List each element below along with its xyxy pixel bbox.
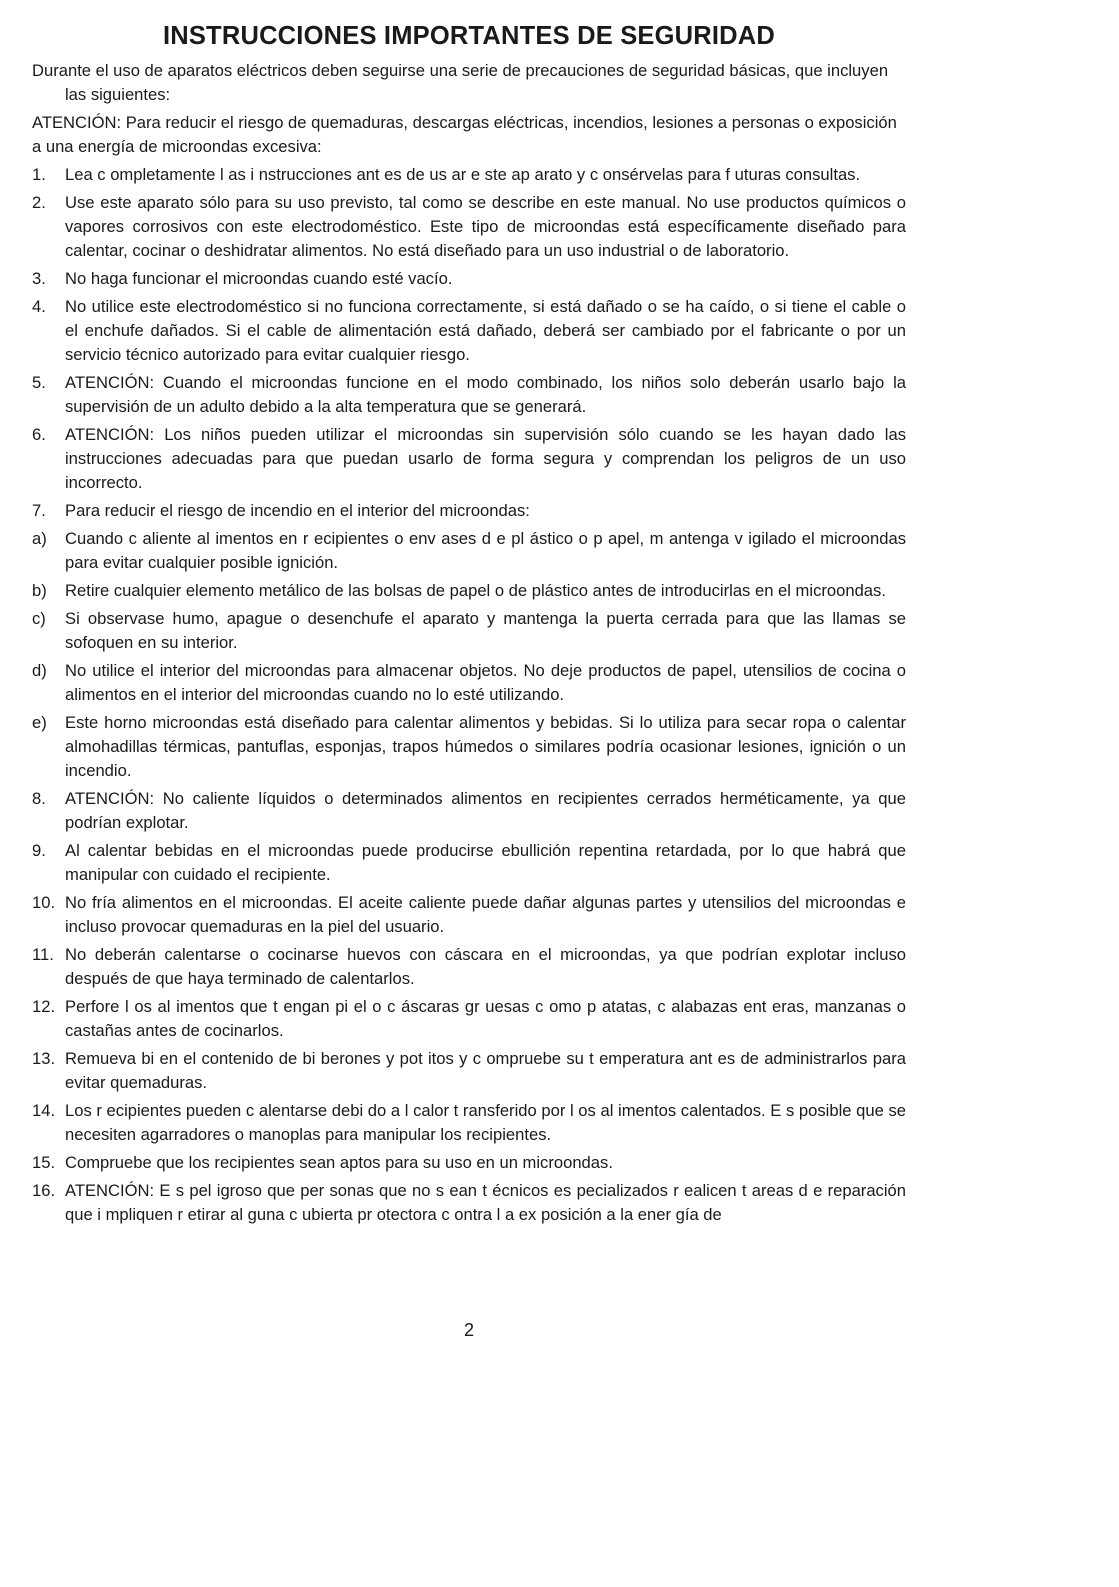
item-number: 4. (32, 297, 46, 316)
item-number: 10. (32, 893, 56, 912)
list-item (32, 839, 906, 887)
item-text: ATENCIÓN: No caliente líquidos o determinados alimentos en recipientes cerrados herméticamente, ya que podrían explotar. (65, 789, 906, 832)
item-text: Lea c ompletamente l as i nstrucciones ant es de us ar e ste ap arato y c onsérvelas para f uturas consultas. (65, 165, 861, 184)
item-text: No utilice este electrodoméstico si no funciona correctamente, si está dañado o se ha caído, o si tiene el cable o el enchufe dañados. Si el cable de alimentación está dañado, deberá ser cambiado por el fabricante o por un servicio técnico autorizado para evitar cualquier riesgo. (65, 297, 906, 364)
item-number: 12. (32, 997, 56, 1016)
list-item (32, 659, 906, 707)
item-number: 5. (32, 373, 46, 392)
item-text: Para reducir el riesgo de incendio en el interior del microondas: (65, 501, 530, 520)
item-text: Cuando c aliente al imentos en r ecipientes o env ases d e pl ástico o p apel, m antenga v igilado el microondas para evitar cualquier posible ignición. (65, 529, 906, 572)
item-number: 3. (32, 269, 46, 288)
item-number: d) (32, 661, 47, 680)
list-item (32, 711, 906, 783)
list-item (32, 163, 906, 187)
item-text: ATENCIÓN: E s pel igroso que per sonas que no s ean t écnicos es pecializados r ealicen t areas d e reparación que i mpliquen r etirar al guna c ubierta pr otectora c ontra l a ex posición a la ener gía de (65, 1181, 906, 1224)
list-item (32, 267, 906, 291)
list-item (32, 499, 906, 523)
item-number: e) (32, 713, 47, 732)
item-number: c) (32, 609, 46, 628)
item-text: No haga funcionar el microondas cuando esté vacío. (65, 269, 453, 288)
item-number: 7. (32, 501, 46, 520)
list-item (32, 1099, 906, 1147)
item-number: 2. (32, 193, 46, 212)
item-text: No fría alimentos en el microondas. El aceite caliente puede dañar algunas partes y utensilios del microondas e incluso provocar quemaduras en la piel del usuario. (65, 893, 906, 936)
item-text: Al calentar bebidas en el microondas puede producirse ebullición repentina retardada, por lo que habrá que manipular con cuidado el recipiente. (65, 841, 906, 884)
item-number: 16. (32, 1181, 56, 1200)
list-item (32, 995, 906, 1043)
item-text: Remueva bi en el contenido de bi berones y pot itos y c ompruebe su t emperatura ant es de administrarlos para evitar quemaduras. (65, 1049, 906, 1092)
list-item (32, 891, 906, 939)
list-item (32, 423, 906, 495)
document-page (32, 22, 906, 1340)
item-text: Use este aparato sólo para su uso previsto, tal como se describe en este manual. No use productos químicos o vapores corrosivos con este electrodoméstico. Este tipo de microondas está específicamente diseñado para calentar, cocinar o deshidratar alimentos. No está diseñado para un uso industrial o de laboratorio. (65, 193, 906, 260)
item-text: Si observase humo, apague o desenchufe el aparato y mantenga la puerta cerrada para que las llamas se sofoquen en su interior. (65, 609, 906, 652)
list-item (32, 191, 906, 263)
item-text: No utilice el interior del microondas para almacenar objetos. No deje productos de papel, utensilios de cocina o alimentos en el interior del microondas cuando no lo esté utilizando. (65, 661, 906, 704)
item-text: Perfore l os al imentos que t engan pi el o c áscaras gr uesas c omo p atatas, c alabazas ent eras, manzanas o castañas antes de cocinarlos. (65, 997, 906, 1040)
list-item (32, 579, 906, 603)
list-item (32, 371, 906, 419)
item-number: 8. (32, 789, 46, 808)
warning-paragraph: ATENCIÓN: Para reducir el riesgo de quemaduras, descargas eléctricas, incendios, lesiones a personas o exposición a una energía de microondas excesiva: (32, 113, 897, 156)
list-item (32, 787, 906, 835)
list-item (32, 943, 906, 991)
item-number: 1. (32, 165, 46, 184)
item-text: Este horno microondas está diseñado para calentar alimentos y bebidas. Si lo utiliza para secar ropa o calentar almohadillas térmicas, pantuflas, esponjas, trapos húmedos o similares podría ocasionar lesiones, ignición o un incendio. (65, 713, 906, 780)
item-number: 11. (32, 945, 54, 964)
item-number: 15. (32, 1153, 56, 1172)
page-number: 2 (463, 1320, 474, 1340)
page-title: INSTRUCCIONES IMPORTANTES DE SEGURIDAD (162, 22, 776, 50)
item-text: No deberán calentarse o cocinarse huevos con cáscara en el microondas, ya que podrían explotar incluso después de que haya terminado de calentarlos. (65, 945, 906, 988)
intro-paragraph: Durante el uso de aparatos eléctricos deben seguirse una serie de precauciones de seguridad básicas, que incluyen las siguientes: (32, 61, 889, 104)
list-item (32, 1179, 906, 1227)
item-number: 9. (32, 841, 46, 860)
item-number: 13. (32, 1049, 56, 1068)
list-item (32, 607, 906, 655)
list-item (32, 295, 906, 367)
item-number: a) (32, 529, 47, 548)
item-text: ATENCIÓN: Los niños pueden utilizar el microondas sin supervisión sólo cuando se les hayan dado las instrucciones adecuadas para que puedan usarlo de forma segura y comprendan los peligros de un uso incorrecto. (65, 425, 906, 492)
item-text: Compruebe que los recipientes sean aptos para su uso en un microondas. (65, 1153, 613, 1172)
list-item (32, 1151, 906, 1175)
item-number: b) (32, 581, 47, 600)
list-item (32, 1047, 906, 1095)
item-text: ATENCIÓN: Cuando el microondas funcione en el modo combinado, los niños solo deberán usarlo bajo la supervisión de un adulto debido a la alta temperatura que se generará. (65, 373, 906, 416)
list-item (32, 527, 906, 575)
safety-instructions-list (32, 163, 906, 1227)
item-number: 6. (32, 425, 46, 444)
item-text: Los r ecipientes pueden c alentarse debi do a l calor t ransferido por l os al imentos calentados. E s posible que se necesiten agarradores o manoplas para manipular los recipientes. (65, 1101, 906, 1144)
item-number: 14. (32, 1101, 56, 1120)
item-text: Retire cualquier elemento metálico de las bolsas de papel o de plástico antes de introducirlas en el microondas. (65, 581, 886, 600)
